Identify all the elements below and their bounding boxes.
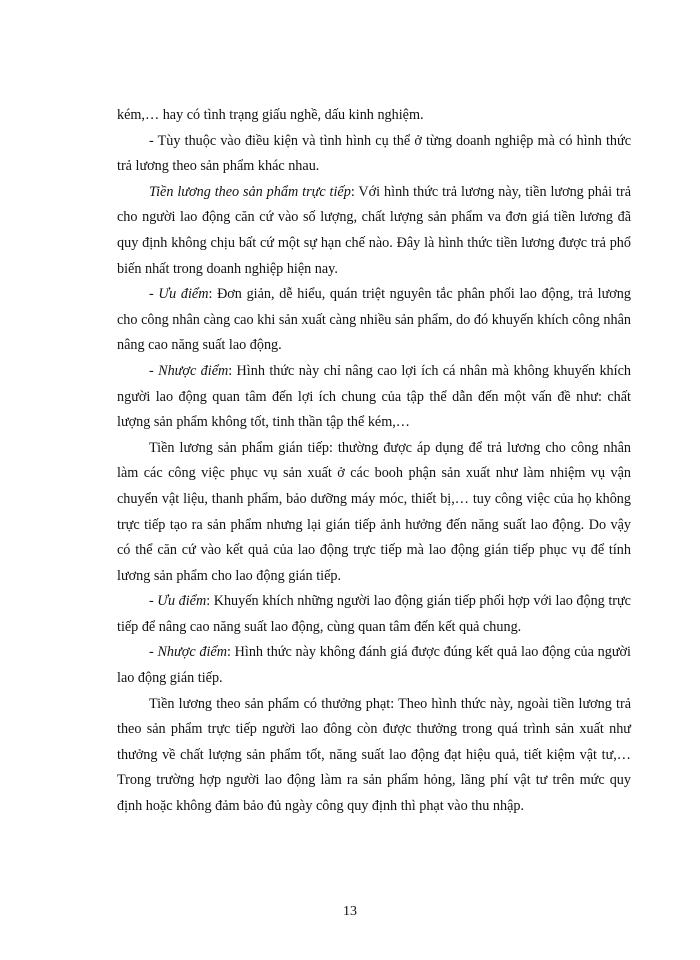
list-dash: - bbox=[149, 593, 158, 610]
paragraph-varies-by-enterprise bbox=[117, 129, 631, 180]
paragraph-direct-disadvantages bbox=[117, 359, 631, 436]
paragraph-text: Tiền lương sản phẩm gián tiếp: thường được áp dụng để trả lương cho công nhân làm các công việc phục vụ sản xuất ở các booh phận sản xuất như làm nhiệm vụ vận chuyển vật liệu, thanh phẩm, bảo dưỡng máy móc, thiết bị,… tuy công việc của họ không trực tiếp tạo ra sản phẩm nhưng lại gián tiếp ảnh hưởng đến năng suất lao động. Do vậy có thể căn cứ vào kết quả của lao động trực tiếp mà lao động gián tiếp phục vụ để tính lương sản phẩm cho lao động gián tiếp. bbox=[117, 439, 631, 584]
list-dash: - bbox=[149, 286, 159, 303]
paragraph-indirect-disadvantages bbox=[117, 640, 631, 691]
paragraph-indirect-product-wage bbox=[117, 436, 631, 590]
italic-term: Tiền lương theo sản phẩm trực tiếp bbox=[149, 183, 351, 200]
italic-term: Nhược điểm bbox=[157, 644, 227, 661]
list-dash: - bbox=[149, 644, 158, 661]
paragraph-text: : Hình thức này chỉ nâng cao lợi ích cá nhân mà không khuyến khích người lao động quan tâm đến lợi ích chung của tập thể dẫn đến một vấn đề như: chất lượng sản phẩm không tốt, tinh thần tập thể kém,… bbox=[117, 362, 631, 431]
paragraph-direct-advantages bbox=[117, 282, 631, 359]
paragraph-text: Tiền lương theo sản phẩm có thưởng phạt: Theo hình thức này, ngoài tiền lương trả theo sản phẩm trực tiếp người lao đông còn được thưởng trong quá trình sản xuất như thưởng về chất lượng sản phẩm tốt, năng suất lao động đạt hiệu quả, tiết kiệm vật tư,… Trong trường hợp người lao động làm ra sản phẩm hỏng, lãng phí vật tư trên mức quy định hoặc không đảm bảo đủ ngày công quy định thì phạt vào thu nhập. bbox=[117, 695, 631, 815]
paragraph-continuation bbox=[117, 103, 631, 129]
page-number: 13 bbox=[343, 904, 357, 919]
paragraph-text: : Khuyến khích những người lao động gián tiếp phối hợp với lao động trực tiếp để nâng cao năng suất lao động, cùng quan tâm đến kết quả chung. bbox=[117, 593, 631, 635]
paragraph-text: - Tùy thuộc vào điều kiện và tình hình cụ thể ở từng doanh nghiệp mà có hình thức trả lương theo sản phẩm khác nhau. bbox=[117, 132, 631, 175]
paragraph-text: : Với hình thức trả lương này, tiền lương phải trả cho người lao động căn cứ vào số lượng, chất lượng sản phẩm va đơn giá tiền lương đã quy định không chịu bất cứ một sự hạn chế nào. Đây là hình thức tiền lương được trả phổ biến nhất trong doanh nghiệp hiện nay. bbox=[117, 183, 631, 277]
italic-term: Nhược điểm bbox=[158, 362, 229, 379]
body-text bbox=[117, 103, 631, 820]
italic-term: Ưu điểm bbox=[158, 286, 209, 303]
paragraph-text: : Hình thức này không đánh giá được đúng kết quả lao động của người lao động gián tiếp. bbox=[117, 644, 631, 687]
list-dash: - bbox=[149, 362, 159, 379]
paragraph-reward-penalty-wage bbox=[117, 692, 631, 820]
italic-term: Ưu điểm bbox=[157, 593, 207, 610]
paragraph-direct-product-wage bbox=[117, 180, 631, 282]
paragraph-indirect-advantages bbox=[117, 589, 631, 640]
paragraph-text: kém,… hay có tình trạng giấu nghề, dấu kinh nghiệm. bbox=[117, 107, 424, 123]
paragraph-text: : Đơn giản, dễ hiểu, quán triệt nguyên tắc phân phối lao động, trả lương cho công nhân càng cao khi sản xuất càng nhiều sản phẩm, do đó khuyến khích công nhân nâng cao năng suất lao động. bbox=[117, 286, 631, 354]
